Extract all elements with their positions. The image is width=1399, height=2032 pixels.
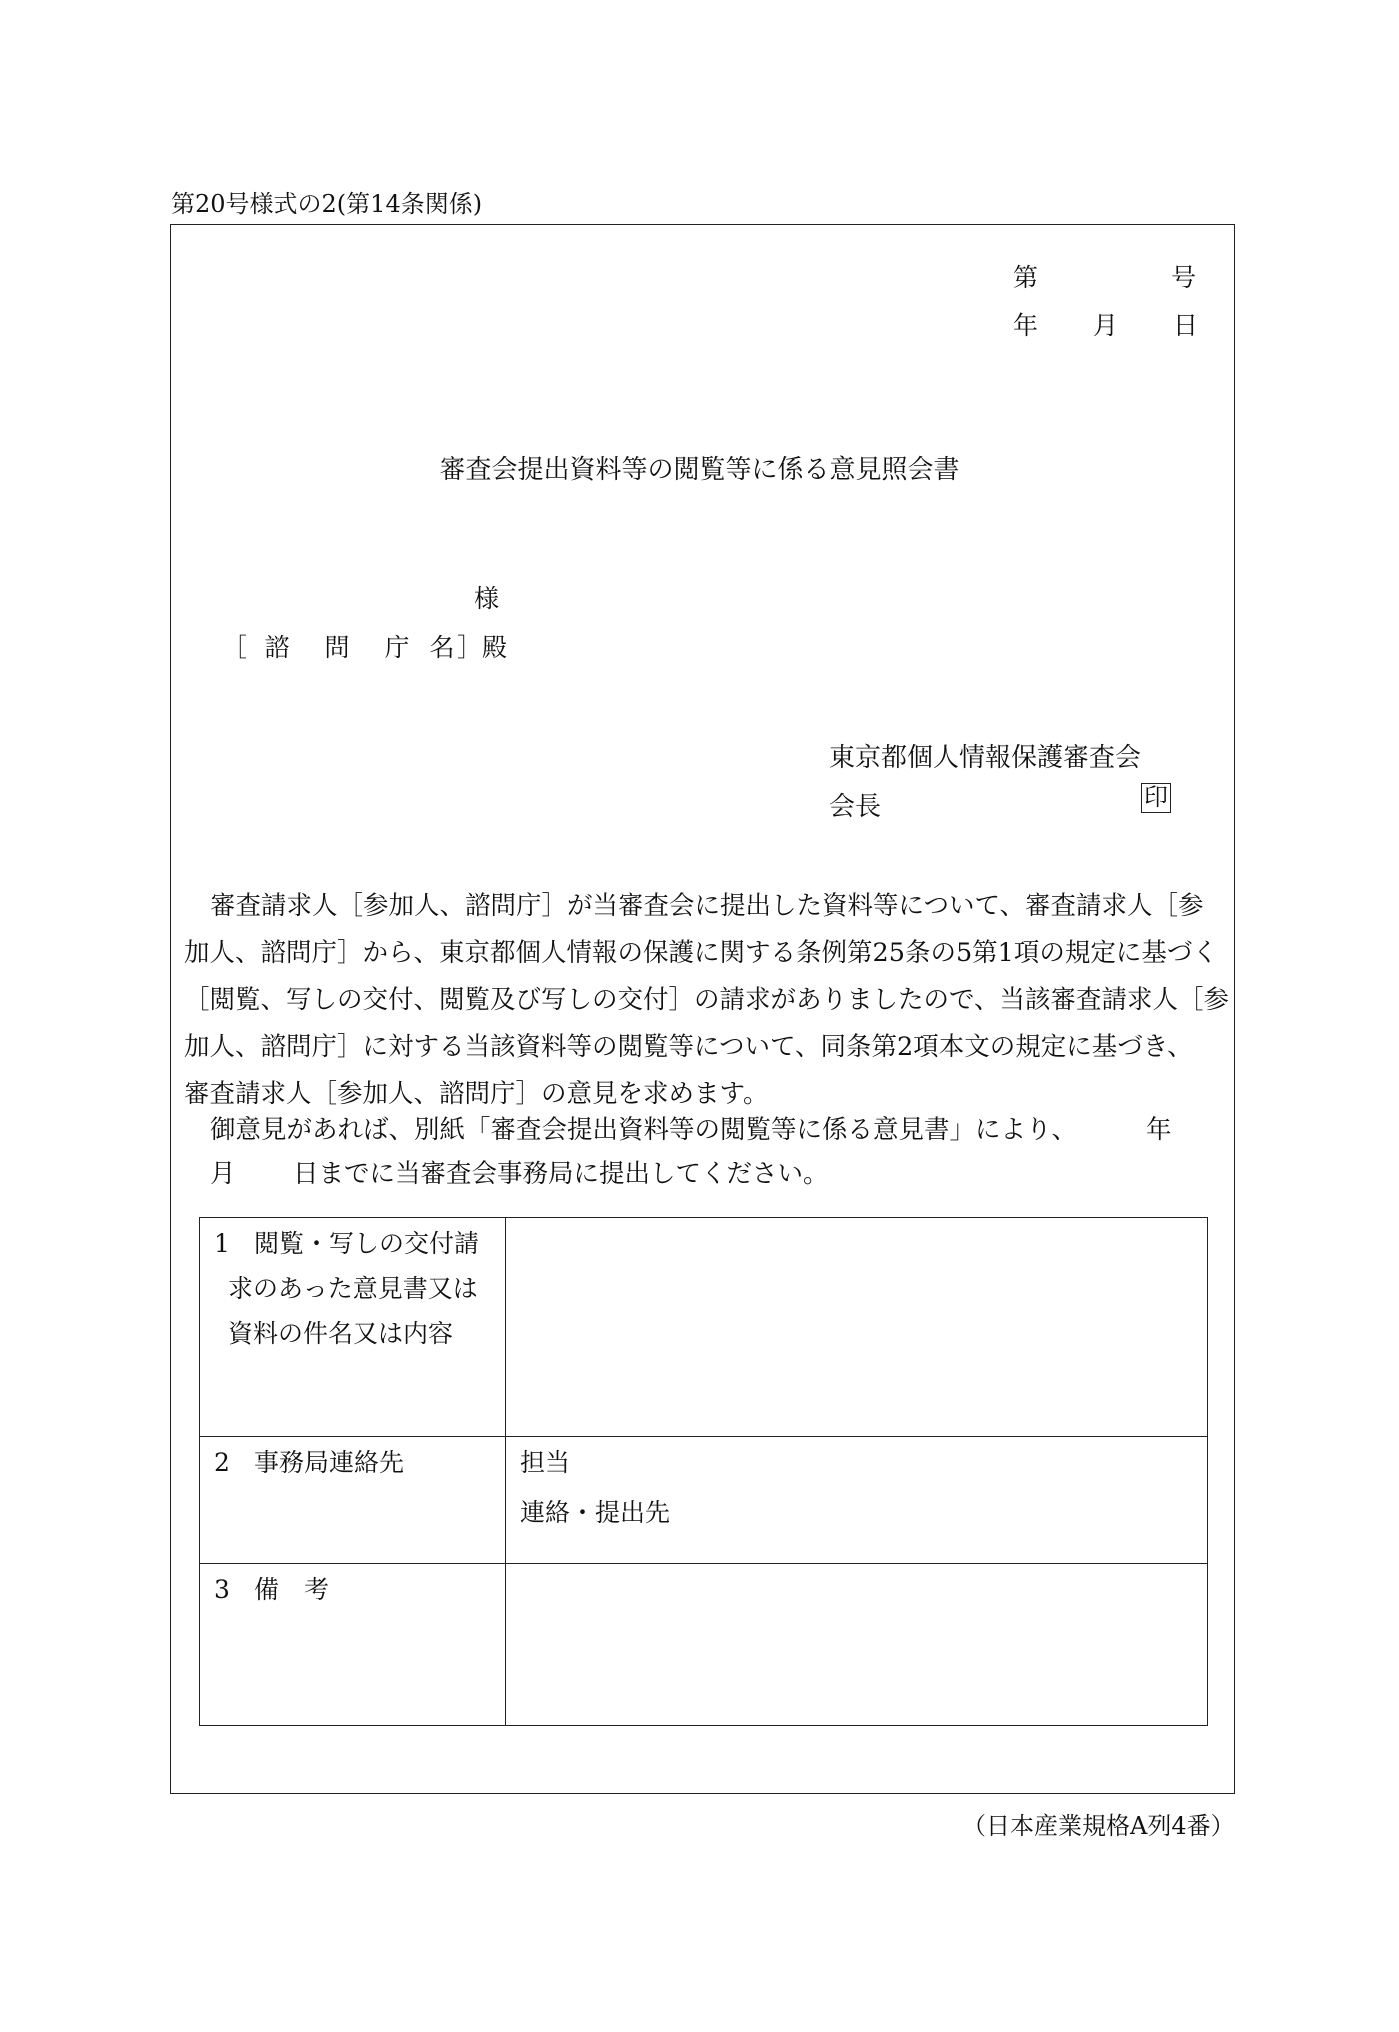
table-row-label: 求のあった意見書又は: [228, 1274, 478, 1303]
issuer-organization: 東京都個人情報保護審査会: [829, 743, 1142, 773]
date-month-label: 月: [1093, 311, 1119, 340]
table-row-label: 資料の件名又は内容: [228, 1319, 454, 1348]
table-column-divider: [505, 1218, 506, 1725]
contact-submission-label: 連絡・提出先: [520, 1498, 671, 1527]
body-text-line: 加人、諮問庁］から、東京都個人情報の保護に関する条例第25条の5第1項の規定に基づく: [184, 938, 1218, 968]
body-text-line: 御意見があれば、別紙「審査会提出資料等の閲覧等に係る意見書」により、: [210, 1115, 1078, 1145]
form-number-label: 第20号様式の2(第14条関係): [171, 190, 483, 218]
body-text-line: 加人、諮問庁］に対する当該資料等の閲覧等について、同条第2項本文の規定に基づき、: [184, 1032, 1193, 1062]
issuer-title: 会長: [829, 792, 882, 822]
reference-number-prefix: 第: [1013, 263, 1039, 292]
table-row-label: 事務局連絡先: [254, 1448, 405, 1477]
reference-number-suffix: 号: [1171, 263, 1197, 292]
table-row-divider: [200, 1563, 1207, 1564]
table-row-number: 1: [214, 1229, 230, 1258]
table-row-number: 3: [214, 1575, 230, 1604]
paper-standard-note: （日本産業規格A列4番）: [962, 1812, 1235, 1840]
body-text-line: 審査請求人［参加人、諮問庁］の意見を求めます。: [184, 1079, 769, 1109]
addressee-bracket-close: ］殿: [457, 633, 508, 662]
document-title: 審査会提出資料等の閲覧等に係る意見照会書: [439, 455, 960, 485]
table-row-number: 2: [214, 1448, 230, 1477]
date-day-label: 日: [1173, 311, 1199, 340]
table-row-label: 備 考: [254, 1575, 330, 1604]
body-text-line: ［閲覧、写しの交付、閲覧及び写しの交付］の請求がありましたので、当該審査請求人［参: [184, 985, 1229, 1015]
addressee-bracket-open: ［: [222, 633, 248, 662]
addressee-honorific-sama: 様: [474, 584, 500, 613]
deadline-year-label: 年: [1146, 1115, 1172, 1145]
contact-person-label: 担当: [520, 1448, 571, 1477]
date-year-label: 年: [1013, 311, 1039, 340]
seal-mark: 印: [1141, 783, 1171, 813]
addressee-char: 問: [324, 633, 350, 662]
body-text-line: 審査請求人［参加人、諮問庁］が当審査会に提出した資料等について、審査請求人［参: [210, 891, 1204, 921]
addressee-char: 庁: [384, 633, 410, 662]
addressee-char: 諮: [264, 633, 290, 662]
deadline-month-label: 月: [210, 1159, 236, 1189]
addressee-char: 名: [429, 633, 455, 662]
body-text-line: 日までに当審査会事務局に提出してください。: [293, 1159, 829, 1189]
table-row-label: 閲覧・写しの交付請: [254, 1229, 480, 1258]
addressee-line: [222, 635, 507, 660]
table-row-divider: [200, 1436, 1207, 1437]
